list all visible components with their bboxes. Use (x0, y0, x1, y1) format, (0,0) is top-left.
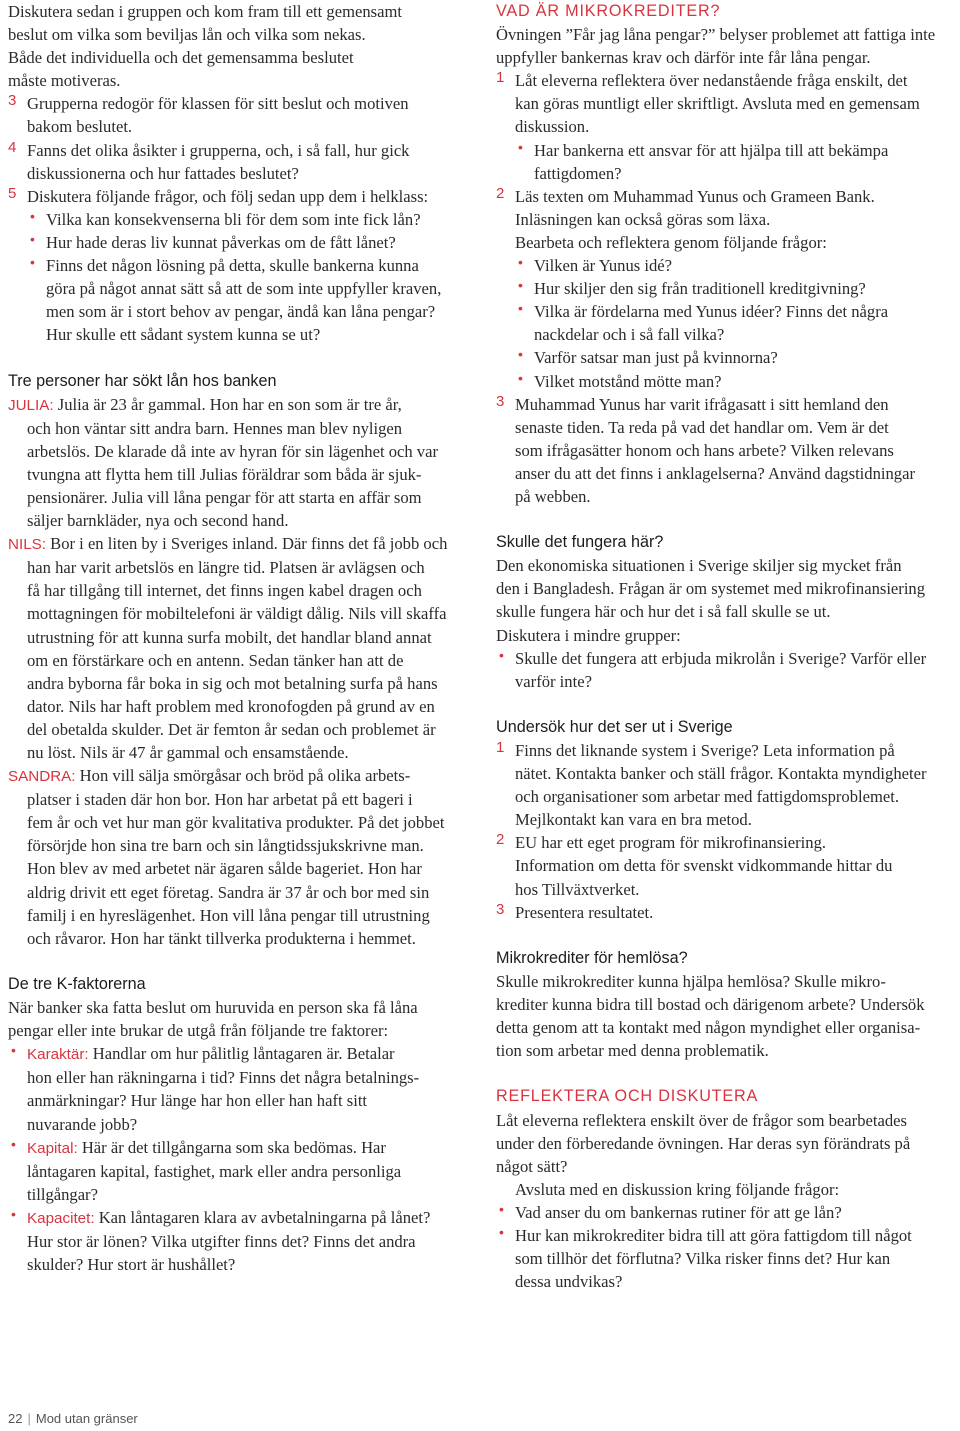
text-line: • Skulle det fungera att erbjuda mikrolån i Sverige? Varför eller (515, 648, 927, 668)
text-line: bakom beslutet. (27, 117, 133, 137)
text-line: och organisationer som arbetar med fattigdomsproblemet. (515, 787, 900, 807)
section-heading: REFLEKTERA OCH DISKUTERA (496, 1087, 759, 1106)
numbered-item-5 (8, 185, 470, 347)
text-line: Läs texten om Muhammad Yunus och Grameen Bank. (515, 186, 875, 206)
text-line: diskussionerna och hur fattades beslutet? (27, 163, 299, 183)
text-line: hon eller han räkningarna i tid? Finns det några betalnings- (27, 1068, 420, 1088)
item-number: 5 (8, 184, 17, 202)
text-line: • Vilka kan konsekvenserna bli för dem som inte fick lån? (46, 209, 421, 229)
text-line: • Varför satsar man just på kvinnorna? (534, 348, 778, 368)
bullet-item (496, 647, 958, 693)
k-factor-kapacitet (8, 1206, 470, 1276)
text-line: men som är i stort behov av pengar, ändå kan låna pengar? (46, 302, 436, 322)
k-factor-karaktar (8, 1042, 470, 1135)
item-number: 3 (496, 900, 505, 918)
text-line: • Hur hade deras liv kunnat påverkas om de fått lånet? (46, 232, 396, 252)
text-line: krediter kunna bidra till bostad och därigenom arbete? Undersök (496, 995, 925, 1015)
section-heading: Skulle det fungera här? (496, 533, 664, 552)
bullet-item (515, 300, 958, 346)
text-line: • Kapital: Här är det tillgångarna som ska bedömas. Har (27, 1137, 386, 1157)
section-heading: De tre K-faktorerna (8, 974, 146, 993)
item-number: 4 (8, 138, 17, 156)
text-line: Hon blev av med arbetet när ägaren sålde bageriet. Hon har (27, 859, 422, 879)
bullet-item (515, 277, 958, 300)
text-line: som tillhör det förflutna? Vilka risker finns det? Hur kan (515, 1249, 891, 1269)
text-line: anser du att det finns i anklagelserna? Använd dagstidningar (515, 463, 915, 483)
text-line: • Vilken är Yunus idé? (534, 256, 673, 276)
text-line: skulder? Hur stort är hushållet? (27, 1255, 236, 1275)
text-line: Finns det liknande system i Sverige? Leta information på (515, 741, 895, 760)
left-column (8, 0, 470, 1276)
text-line: få har tillgång till internet, det finns ingen kabel dragen och (27, 581, 422, 601)
text-line: uppfyller bankernas krav och därför inte får låna pengar. (496, 48, 871, 68)
item-number: 1 (496, 69, 505, 87)
k-factor-term: Kapital: (27, 1139, 78, 1157)
intro-paragraph (8, 0, 470, 92)
text-line: Inläsningen kan också göras som läxa. (515, 209, 771, 229)
bullet-item (27, 231, 470, 254)
text-line: mottagningen för mobiltelefoni är väldigt dålig. Nils vill skaffa (27, 604, 447, 624)
item-number: 3 (8, 92, 17, 110)
text-line: Hur skulle ett sådant system kunna se ut? (46, 325, 321, 345)
text-line: på webben. (515, 486, 591, 506)
text-line: göra på något annat sätt så att de som inte uppfyller kraven, (46, 279, 442, 299)
text-line: Låt eleverna reflektera över nedanstående fråga enskilt, det (515, 71, 908, 91)
text-line: under den förberedande övningen. Har deras syn förändrats på (496, 1133, 911, 1153)
bullet-item (27, 254, 470, 346)
person-nils (8, 532, 470, 764)
bullet-item (515, 139, 958, 185)
text-line: Skulle mikrokrediter kunna hjälpa hemlösa? Skulle mikro- (496, 971, 886, 991)
numbered-item-2 (496, 185, 958, 393)
page-number: 22 (8, 1411, 23, 1426)
text-line: Bearbeta och reflektera genom följande frågor: (515, 232, 827, 252)
text-line: Information om detta för svenskt vidkommande hittar du (515, 856, 893, 876)
numbered-item-1 (496, 69, 958, 184)
text-line: han har varit arbetslös en längre tid. Platsen är avlägsen och (27, 558, 425, 578)
text-line: • Vad anser du om bankernas rutiner för att ge lån? (515, 1202, 842, 1222)
text-line: pensionärer. Julia vill låna pengar för att starta en affär som (27, 487, 422, 507)
text-line: Presentera resultatet. (515, 902, 654, 922)
numbered-item-2 (496, 831, 958, 900)
text-line: JULIA: Julia är 23 år gammal. Hon har en son som är tre år, (8, 394, 402, 414)
text-line: Hur stor är lönen? Vilka utgifter finns det? Finns det andra (27, 1231, 416, 1251)
text-line: nackdelar och i så fall vilka? (534, 325, 725, 345)
k-factor-term: Karaktär: (27, 1046, 89, 1064)
text-line: fattigdomen? (534, 163, 622, 183)
text-line: säljer barnkläder, nya och second hand. (27, 511, 289, 531)
text-line: Fanns det olika åsikter i grupperna, och, i så fall, hur gick (27, 140, 410, 160)
person-sandra (8, 764, 470, 950)
bullet-item (27, 208, 470, 231)
text-line: skulle fungera här och hur det i så fall skulle se ut. (496, 602, 831, 622)
text-line: senaste tiden. Ta reda på vad det handlar om. Vem är det (515, 417, 889, 437)
bullet-item (515, 370, 958, 393)
text-line: dator. Nils har haft problem med kronofogden på grund av en (27, 696, 435, 716)
numbered-item-3 (496, 393, 958, 508)
text-line: tion som arbetar med denna problematik. (496, 1041, 769, 1061)
text-line: Avsluta med en diskussion kring följande frågor: (515, 1179, 840, 1199)
text-line: • Hur kan mikrokrediter bidra till att göra fattigdom till något (515, 1225, 912, 1245)
item-number: 1 (496, 739, 505, 756)
text-line: beslut om vilka som beviljas lån och vilka som nekas. (8, 25, 366, 45)
text-line: NILS: Bor i en liten by i Sveriges inland. Där finns det få jobb och (8, 534, 448, 554)
text-line: andra byborna får boka in sig och mot betalning surfa på hans (27, 673, 438, 693)
text-line: den i Bangladesh. Frågan är om systemet med mikrofinansiering (496, 579, 926, 599)
right-column (496, 0, 958, 1293)
section-heading: VAD ÄR MIKROKREDITER? (496, 2, 721, 20)
item-number: 2 (496, 831, 505, 849)
text-line: Diskutera i mindre grupper: (496, 625, 681, 645)
bullet-item (515, 346, 958, 369)
text-line: aldrig drivit ett eget företag. Sandra är 37 år och bor med sin (27, 882, 430, 902)
item-number: 2 (496, 184, 505, 202)
text-line: om en förstärkare och en antenn. Sedan tänker han att de (27, 650, 404, 670)
text-line: Muhammad Yunus har varit ifrågasatt i sitt hemland den (515, 394, 889, 414)
text-line: dessa undvikas? (515, 1272, 623, 1292)
text-line: • Vilka är fördelarna med Yunus idéer? Finns det några (534, 302, 889, 322)
text-line: detta genom att ta kontakt med någon myndighet eller organisa- (496, 1018, 921, 1038)
text-line: • Hur skiljer den sig från traditionell kreditgivning? (534, 279, 866, 299)
item-number: 3 (496, 392, 505, 410)
text-line: Den ekonomiska situationen i Sverige skiljer sig mycket från (496, 556, 902, 576)
text-line: SANDRA: Hon vill sälja smörgåsar och bröd på olika arbets- (8, 766, 411, 786)
section-heading: Undersök hur det ser ut i Sverige (496, 717, 733, 736)
person-julia (8, 393, 470, 533)
text-line: Diskutera sedan i gruppen och kom fram till ett gemensamt (8, 2, 402, 21)
section-heading: Tre personer har sökt lån hos banken (8, 371, 277, 390)
text-line: del obetalda skulder. Det är femton år sedan och problemet är (27, 719, 436, 739)
text-line: nätet. Kontakta banker och ställ frågor. Kontakta myndigheter (515, 764, 927, 784)
numbered-item-3 (8, 92, 470, 138)
text-line: diskussion. (515, 117, 590, 137)
text-line: och hon väntar sitt andra barn. Hennes man blev nyligen (27, 418, 403, 438)
text-line: tillgångar? (27, 1184, 98, 1204)
numbered-item-3 (496, 901, 958, 924)
text-line: • Finns det någon lösning på detta, skulle bankerna kunna (46, 256, 419, 276)
text-line: nuvarande jobb? (27, 1114, 138, 1134)
text-line: låntagaren kapital, fastighet, mark eller andra personliga (27, 1161, 402, 1181)
text-line: anmärkningar? Hur länge har hon eller han haft sitt (27, 1091, 368, 1111)
text-line: Låt eleverna reflektera enskilt över de frågor som bearbetades (496, 1110, 907, 1130)
text-line: Mejlkontakt kan vara en bra metod. (515, 810, 752, 830)
section-heading: Mikrokrediter för hemlösa? (496, 948, 688, 967)
bullet-item (496, 1224, 958, 1293)
text-line: något sätt? (496, 1156, 568, 1176)
person-name: JULIA: (8, 396, 54, 414)
text-line: försörjde hon sina tre barn och sin långtidssjukskrivne man. (27, 836, 424, 856)
text-line: utrustning för att kunna surfa mobilt, det handlar bland annat (27, 627, 432, 647)
text-line: Övningen ”Får jag låna pengar?” belyser problemet att fattiga inte (496, 25, 936, 45)
text-line: och råvaror. Hon har tänkt tillverka produkterna i hemmet. (27, 928, 416, 948)
text-line: platser i staden där hon bor. Hon har arbetat på ett bageri i (27, 790, 413, 810)
text-line: familj i en hyreslägenhet. Hon vill låna pengar till utrustning (27, 905, 430, 925)
person-name: SANDRA: (8, 768, 76, 786)
text-line: hos Tillväxtverket. (515, 879, 640, 899)
text-line: Både det individuella och det gemensamma beslutet (8, 48, 354, 68)
bullet-item (496, 1201, 958, 1224)
text-line: • Karaktär: Handlar om hur pålitlig låntagaren är. Betalar (27, 1044, 395, 1064)
text-line: • Kapacitet: Kan låntagaren klara av avbetalningarna på lånet? (27, 1207, 431, 1227)
numbered-item-1 (496, 739, 958, 831)
publication-title: Mod utan gränser (35, 1411, 138, 1426)
text-line: kan göras muntligt eller skriftligt. Avsluta med en gemensam (515, 94, 920, 114)
text-line: nu löst. Nils är 47 år gammal och ensamstående. (27, 743, 349, 762)
text-line: EU har ett eget program för mikrofinansiering. (515, 833, 827, 853)
footer-separator: | (27, 1411, 31, 1426)
text-line: fem år och vet hur man gör kvalitativa produkter. På det jobbet (27, 813, 445, 833)
text-line: Diskutera följande frågor, och följ sedan upp dem i helklass: (27, 186, 429, 206)
text-line: som ifrågasätter honom och hans arbete? Vilken relevans (515, 440, 894, 460)
k-factor-kapital (8, 1136, 470, 1206)
page-footer (8, 1411, 138, 1426)
bullet-item (515, 254, 958, 277)
person-name: NILS: (8, 536, 46, 554)
numbered-item-4 (8, 139, 470, 185)
text-line: tvungna att flytta hem till Julias föräldrar som båda är sjuk- (27, 464, 422, 484)
text-line: Grupperna redogör för klassen för sitt beslut och motiven (27, 94, 409, 114)
text-line: När banker ska fatta beslut om huruvida en person ska få låna (8, 998, 418, 1018)
k-factor-term: Kapacitet: (27, 1209, 95, 1227)
text-line: måste motiveras. (8, 71, 121, 91)
text-line: • Vilket motstånd mötte man? (534, 371, 722, 391)
text-line: pengar eller inte brukar de utgå från följande tre faktorer: (8, 1021, 389, 1041)
text-line: varför inte? (515, 671, 592, 691)
text-line: • Har bankerna ett ansvar för att hjälpa till att bekämpa (534, 140, 889, 160)
text-line: arbetslös. De klarade då inte av hyran för sin lägenhet och var (27, 441, 438, 461)
